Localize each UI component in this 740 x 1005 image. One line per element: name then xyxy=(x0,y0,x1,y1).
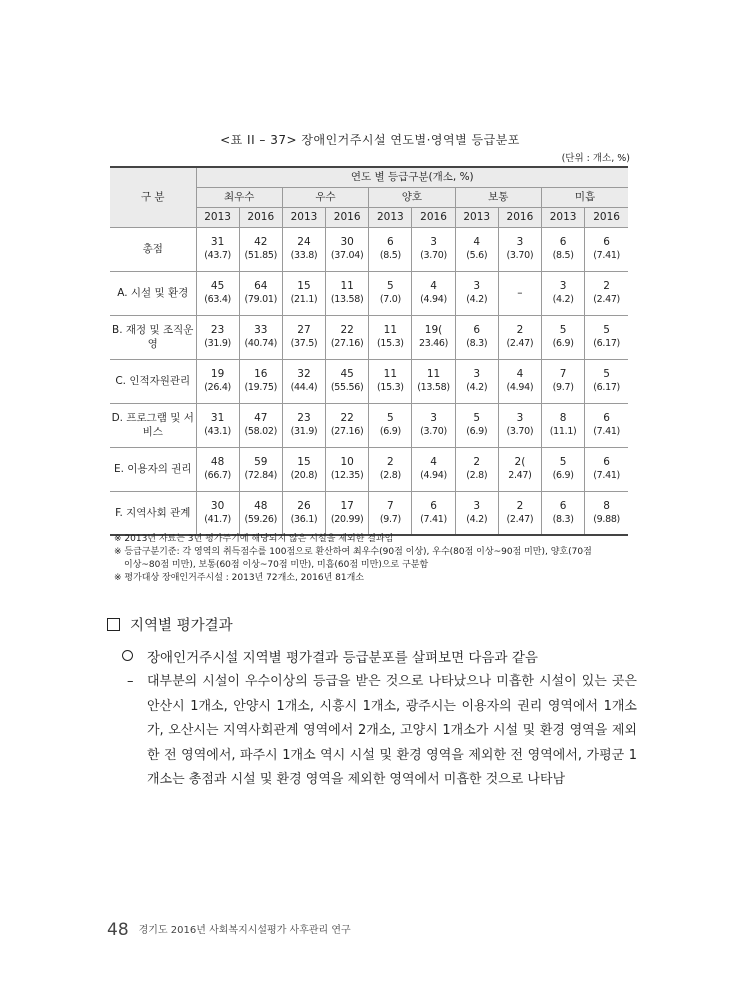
table-cell xyxy=(498,271,541,315)
cell-count: 2 xyxy=(603,280,610,292)
cell-percent: (55.56) xyxy=(330,382,364,393)
table-cell xyxy=(412,359,455,403)
table-cell xyxy=(585,227,628,271)
table-row xyxy=(110,359,628,403)
cell-count: 3 xyxy=(473,499,481,512)
cell-percent: (79.01) xyxy=(244,294,278,305)
cell-percent: (9.7) xyxy=(379,513,401,525)
cell-count: 3 xyxy=(559,280,567,292)
cell-count: 7 xyxy=(559,368,567,380)
cell-count: 45 xyxy=(340,368,354,380)
cell-percent: (51.85) xyxy=(244,250,278,261)
cell-percent: (4.94) xyxy=(420,294,447,305)
table-cell xyxy=(239,491,282,535)
cell-percent: (8.3) xyxy=(552,513,574,525)
cell-percent: (7.41) xyxy=(420,513,447,525)
table-cell xyxy=(455,315,498,359)
cell-count: 6 xyxy=(430,499,437,512)
page-number: 48 xyxy=(107,920,129,940)
cell-count: 22 xyxy=(340,324,354,336)
year-header: 2016 xyxy=(239,207,282,227)
table-cell xyxy=(585,271,628,315)
cell-percent: (4.2) xyxy=(466,382,488,393)
row-label: C. 인적자원관리 xyxy=(110,359,196,403)
cell-count: 16 xyxy=(254,368,268,380)
cell-percent: (15.3) xyxy=(376,338,404,349)
cell-percent: (13.58) xyxy=(330,294,364,305)
cell-percent: (2.47) xyxy=(506,338,534,349)
table-cell xyxy=(369,491,412,535)
table-cell xyxy=(412,315,455,359)
cell-count: 5 xyxy=(559,324,567,336)
cell-percent: (20.99) xyxy=(330,513,364,525)
table-cell xyxy=(369,227,412,271)
cell-count: 8 xyxy=(603,499,610,512)
cell-count: 5 xyxy=(473,412,481,424)
table-cell xyxy=(498,315,541,359)
cell-count: 3 xyxy=(430,412,437,424)
year-header: 2013 xyxy=(369,207,412,227)
cell-count: 24 xyxy=(297,236,311,248)
cell-count: 3 xyxy=(430,236,437,248)
cell-percent: (9.88) xyxy=(593,513,620,525)
cell-percent: (66.7) xyxy=(204,470,231,481)
cell-count: 6 xyxy=(603,412,610,424)
cell-percent: (3.70) xyxy=(420,426,447,437)
cell-percent: (3.70) xyxy=(506,250,534,261)
row-label: 총점 xyxy=(110,227,196,271)
cell-count: 6 xyxy=(559,499,567,512)
grade-header: 양호 xyxy=(369,187,455,207)
cell-count: 2 xyxy=(473,456,481,468)
table-cell xyxy=(196,359,239,403)
table-row xyxy=(110,403,628,447)
table-cell xyxy=(455,227,498,271)
dash-marker: – xyxy=(127,674,134,689)
cell-percent: (33.8) xyxy=(290,250,318,261)
cell-count: 5 xyxy=(387,412,394,424)
cell-count: 48 xyxy=(254,499,268,512)
row-label: B. 재정 및 조직운영 xyxy=(110,315,196,359)
cell-percent: (6.17) xyxy=(593,382,620,393)
cell-percent: (6.9) xyxy=(379,426,401,437)
cell-percent: (31.9) xyxy=(204,338,231,349)
table-cell xyxy=(585,403,628,447)
cell-count: 64 xyxy=(254,280,268,292)
table-cell xyxy=(196,227,239,271)
note: ※ 등급구분기준: 각 영역의 취득점수를 100점으로 환산하여 최우수(90점 이상), 우수(80점 이상~90점 미만), 양호(70점 xyxy=(114,547,592,557)
table-cell xyxy=(282,491,325,535)
circle-bullet-line xyxy=(122,646,538,666)
cell-count: 6 xyxy=(387,236,394,248)
table-row xyxy=(110,447,628,491)
unit-label: (단위 : 개소, %) xyxy=(561,153,630,164)
table-row xyxy=(110,271,628,315)
table-cell xyxy=(498,491,541,535)
cell-percent: (36.1) xyxy=(290,513,318,525)
table-cell xyxy=(282,315,325,359)
cell-count: 30 xyxy=(210,499,225,512)
year-header: 2013 xyxy=(196,207,239,227)
cell-count: 17 xyxy=(340,499,354,512)
cell-percent: (8.5) xyxy=(379,250,401,261)
cell-count: 27 xyxy=(297,324,311,336)
table-cell xyxy=(542,271,585,315)
cell-percent: (2.47) xyxy=(506,513,534,525)
year-header: 2016 xyxy=(585,207,628,227)
table-cell xyxy=(239,227,282,271)
cell-count: – xyxy=(517,287,523,299)
cell-percent: (44.4) xyxy=(290,382,318,393)
table-cell xyxy=(369,315,412,359)
cell-count: 45 xyxy=(210,280,225,292)
table-cell xyxy=(196,271,239,315)
cell-count: 31 xyxy=(210,412,225,424)
dash-paragraph xyxy=(127,670,637,793)
table-cell xyxy=(326,359,369,403)
cell-percent: (72.84) xyxy=(244,470,278,481)
cell-percent: (4.94) xyxy=(506,382,534,393)
year-header: 2016 xyxy=(498,207,541,227)
table-cell xyxy=(369,359,412,403)
table-cell xyxy=(542,403,585,447)
cell-percent: (7.41) xyxy=(593,470,620,481)
cell-count: 11 xyxy=(426,368,441,380)
cell-percent: (2.8) xyxy=(379,470,401,481)
table-cell xyxy=(326,491,369,535)
note: 이상~80점 미만), 보통(60점 이상~70점 미만), 미흡(60점 미만)으로 구분함 xyxy=(124,560,429,570)
cell-count: 31 xyxy=(210,236,225,248)
cell-count: 2 xyxy=(516,324,524,336)
cell-percent: (4.2) xyxy=(466,294,488,305)
table-cell xyxy=(239,359,282,403)
cell-percent: (6.9) xyxy=(552,338,574,349)
cell-percent: (15.3) xyxy=(376,382,404,393)
note: ※ 2013년 자료는 3년 평가주기에 해당되지 않은 시설을 제외한 결과임 xyxy=(114,534,394,544)
table-cell xyxy=(369,271,412,315)
cell-percent: (37.04) xyxy=(330,250,364,261)
bullet-text: 장애인거주시설 지역별 평가결과 등급분포를 살펴보면 다음과 같음 xyxy=(147,650,538,666)
cell-count: 3 xyxy=(473,368,481,380)
cell-count: 33 xyxy=(254,324,268,336)
cell-count: 4 xyxy=(516,368,524,380)
section-title: 지역별 평가결과 xyxy=(130,618,233,634)
cell-count: 23 xyxy=(210,324,225,336)
cell-percent: (7.41) xyxy=(593,250,620,261)
table-cell xyxy=(498,447,541,491)
cell-count: 11 xyxy=(383,324,398,336)
cell-count: 5 xyxy=(603,368,610,380)
cell-percent: (8.3) xyxy=(466,338,488,349)
table-cell xyxy=(455,491,498,535)
cell-percent: (58.02) xyxy=(244,426,278,437)
cell-count: 2( xyxy=(514,456,526,468)
table-cell xyxy=(542,491,585,535)
table-cell xyxy=(196,491,239,535)
table-cell xyxy=(455,447,498,491)
cell-percent: (4.2) xyxy=(552,294,574,305)
cell-count: 26 xyxy=(297,499,311,512)
cell-count: 6 xyxy=(603,236,610,248)
table-cell xyxy=(196,315,239,359)
cell-percent: (8.5) xyxy=(552,250,574,261)
cell-percent: (3.70) xyxy=(506,426,534,437)
table-cell xyxy=(498,403,541,447)
table-cell xyxy=(498,359,541,403)
cell-percent: (11.1) xyxy=(549,426,577,437)
cell-percent: (6.17) xyxy=(593,338,620,349)
circle-bullet-icon xyxy=(122,650,133,661)
cell-percent: (21.1) xyxy=(290,294,318,305)
table-cell xyxy=(455,403,498,447)
table-cell xyxy=(326,271,369,315)
cell-count: 8 xyxy=(559,412,567,424)
grade-distribution-table xyxy=(110,166,628,536)
cell-count: 32 xyxy=(297,368,311,380)
table-cell xyxy=(498,227,541,271)
cell-count: 3 xyxy=(516,236,524,248)
cell-count: 5 xyxy=(603,324,610,336)
cell-count: 5 xyxy=(559,456,567,468)
table-cell xyxy=(542,359,585,403)
table-cell xyxy=(585,359,628,403)
cell-percent: (37.5) xyxy=(290,338,318,349)
table-cell xyxy=(326,315,369,359)
cell-count: 5 xyxy=(387,280,394,292)
cell-percent: (7.41) xyxy=(593,426,620,437)
grade-header: 우수 xyxy=(282,187,368,207)
cell-count: 6 xyxy=(473,324,481,336)
table-cell xyxy=(196,447,239,491)
table-cell xyxy=(412,271,455,315)
table-cell xyxy=(412,227,455,271)
cell-percent: (63.4) xyxy=(204,294,231,305)
cell-percent: (4.2) xyxy=(466,513,488,525)
cell-count: 42 xyxy=(254,236,268,248)
cell-percent: (2.8) xyxy=(466,470,488,481)
table-cell xyxy=(455,271,498,315)
table-cell xyxy=(369,403,412,447)
table-cell xyxy=(282,227,325,271)
cell-count: 23 xyxy=(297,412,311,424)
cell-percent: (6.9) xyxy=(466,426,488,437)
table-cell xyxy=(369,447,412,491)
paragraph-text: 대부분의 시설이 우수이상의 등급을 받은 것으로 나타났으나 미흡한 시설이 있는 곳은 안산시 1개소, 안양시 1개소, 시흥시 1개소, 광주시는 이용자의 권리 영역에서 1개소가, 오산시는 지역사회관계 영역에서 2개소, 고양시 1개소가 시설 및 환경 영역을 제외한 전 영역에서, 파주시 1개소 역시 시설 및 환경 영역을 제외한 전 영역에서, 가평군 1개소는 총점과 시설 및 환경 영역을 제외한 영역에서 미흡한 것으로 나타남 xyxy=(147,674,637,787)
grade-header: 미흡 xyxy=(542,187,629,207)
grade-header: 최우수 xyxy=(196,187,282,207)
cell-percent: (3.70) xyxy=(420,250,447,261)
table-cell xyxy=(455,359,498,403)
cell-count: 2 xyxy=(516,499,524,512)
table-cell xyxy=(239,271,282,315)
row-label: A. 시설 및 환경 xyxy=(110,271,196,315)
table-cell xyxy=(326,227,369,271)
table-cell xyxy=(282,271,325,315)
square-bullet-icon xyxy=(107,618,120,631)
cell-count: 11 xyxy=(383,368,398,380)
year-header: 2013 xyxy=(455,207,498,227)
table-cell xyxy=(585,315,628,359)
year-header: 2013 xyxy=(542,207,585,227)
table-cell xyxy=(412,491,455,535)
table-cell xyxy=(282,359,325,403)
note: ※ 평가대상 장애인거주시설 : 2013년 72개소, 2016년 81개소 xyxy=(114,573,364,583)
table-cell xyxy=(239,403,282,447)
cell-count: 47 xyxy=(254,412,268,424)
cell-count: 2 xyxy=(387,456,394,468)
table-cell xyxy=(542,315,585,359)
header-group: 연도 별 등급구분(개소, %) xyxy=(196,167,628,187)
cell-count: 15 xyxy=(297,280,311,292)
table-cell xyxy=(282,447,325,491)
cell-percent: (43.1) xyxy=(204,426,231,437)
table-cell xyxy=(542,227,585,271)
cell-percent: (31.9) xyxy=(290,426,318,437)
cell-percent: (5.6) xyxy=(466,250,488,261)
cell-count: 19( xyxy=(424,324,443,336)
table-cell xyxy=(239,315,282,359)
table-cell xyxy=(326,403,369,447)
section-heading xyxy=(107,614,233,635)
page-footer xyxy=(107,920,351,940)
grade-header: 보통 xyxy=(455,187,541,207)
cell-percent: (27.16) xyxy=(330,426,364,437)
cell-percent: (40.74) xyxy=(244,338,278,349)
row-label: F. 지역사회 관계 xyxy=(110,491,196,535)
cell-count: 4 xyxy=(473,236,481,248)
cell-percent: (27.16) xyxy=(330,338,364,349)
cell-count: 3 xyxy=(516,412,524,424)
cell-count: 59 xyxy=(254,456,268,468)
cell-percent: (41.7) xyxy=(204,513,231,525)
year-header: 2016 xyxy=(326,207,369,227)
table-cell xyxy=(542,447,585,491)
row-label: E. 이용자의 권리 xyxy=(110,447,196,491)
cell-percent: (12.35) xyxy=(330,470,364,481)
cell-percent: 23.46) xyxy=(418,338,449,349)
table-caption: <표 II – 37> 장애인거주시설 연도별·영역별 등급분포 xyxy=(220,133,520,147)
cell-percent: (59.26) xyxy=(244,513,278,525)
table-cell xyxy=(412,403,455,447)
row-label: D. 프로그램 및 서비스 xyxy=(110,403,196,447)
cell-count: 6 xyxy=(559,236,567,248)
cell-count: 48 xyxy=(210,456,225,468)
cell-count: 10 xyxy=(340,456,354,468)
cell-percent: (20.8) xyxy=(290,470,318,481)
cell-percent: (9.7) xyxy=(552,382,574,393)
cell-percent: (19.75) xyxy=(244,382,278,393)
cell-percent: (13.58) xyxy=(417,382,450,393)
table-row xyxy=(110,227,628,271)
table-notes xyxy=(114,533,634,585)
year-header: 2016 xyxy=(412,207,455,227)
cell-count: 22 xyxy=(340,412,354,424)
cell-percent: (2.47) xyxy=(593,294,620,305)
table-cell xyxy=(196,403,239,447)
cell-count: 19 xyxy=(210,368,225,380)
table-row xyxy=(110,315,628,359)
cell-count: 11 xyxy=(340,280,354,292)
cell-percent: (7.0) xyxy=(379,294,401,305)
cell-count: 30 xyxy=(340,236,354,248)
table-cell xyxy=(239,447,282,491)
cell-count: 4 xyxy=(430,456,437,468)
table-cell xyxy=(412,447,455,491)
table-body xyxy=(110,227,628,535)
year-header: 2013 xyxy=(282,207,325,227)
cell-percent: (4.94) xyxy=(420,470,447,481)
footer-text: 경기도 2016년 사회복지시설평가 사후관리 연구 xyxy=(138,925,351,936)
table-cell xyxy=(326,447,369,491)
cell-count: 6 xyxy=(603,456,610,468)
cell-count: 7 xyxy=(387,499,394,512)
table-cell xyxy=(585,491,628,535)
header-category: 구 분 xyxy=(110,167,196,227)
cell-count: 15 xyxy=(297,456,311,468)
cell-percent: (26.4) xyxy=(204,382,231,393)
cell-percent: 2.47) xyxy=(508,470,532,481)
cell-percent: (6.9) xyxy=(552,470,574,481)
table-cell xyxy=(282,403,325,447)
table-cell xyxy=(585,447,628,491)
cell-count: 3 xyxy=(473,280,481,292)
cell-count: 4 xyxy=(430,280,437,292)
cell-percent: (43.7) xyxy=(204,250,231,261)
table-row xyxy=(110,491,628,535)
